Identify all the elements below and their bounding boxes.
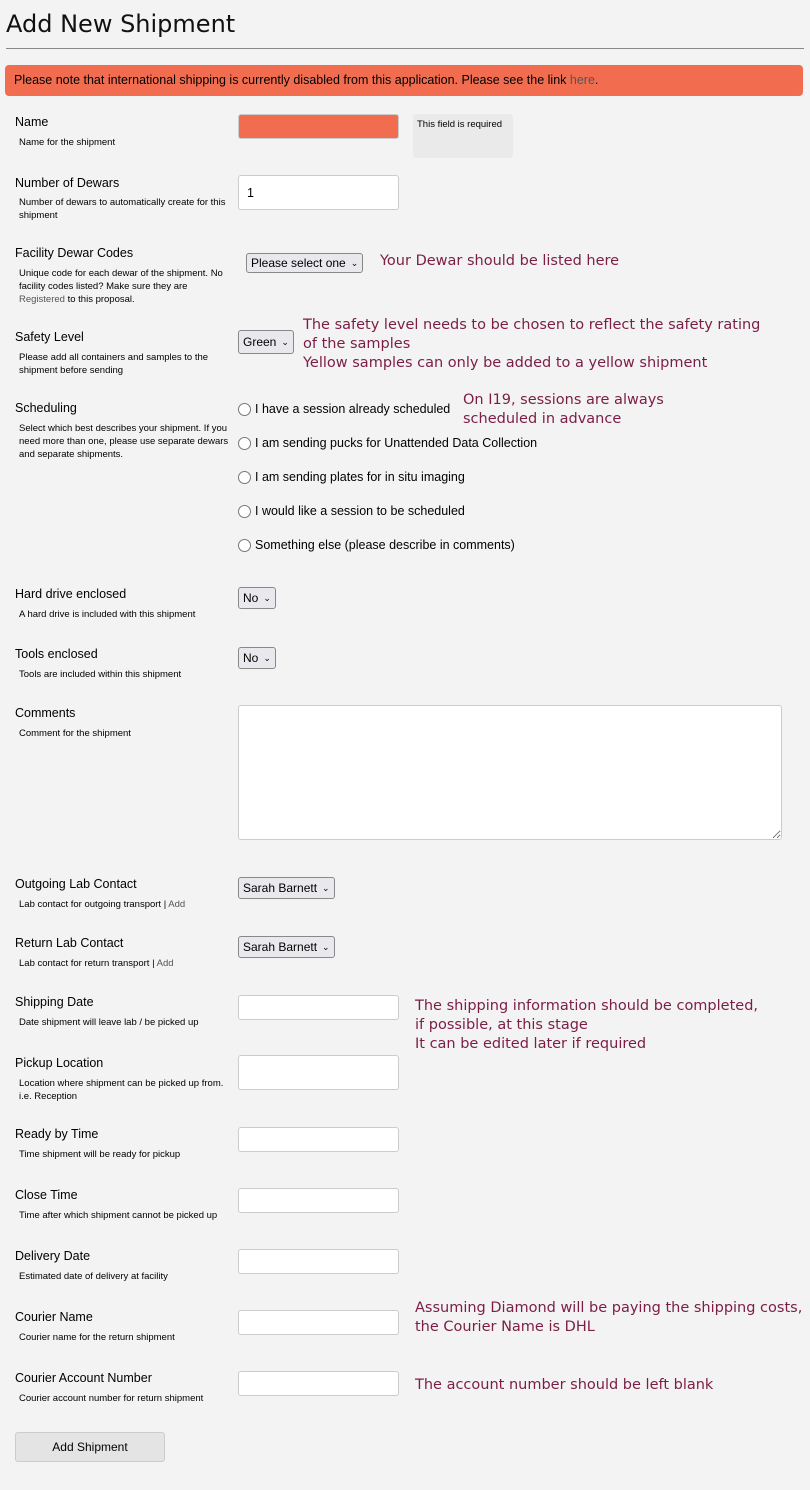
- desc-text: Unique code for each dewar of the shipment. No facility codes listed? Make sure they are: [19, 268, 223, 292]
- desc-text: to this proposal.: [64, 294, 135, 305]
- hard-drive-select[interactable]: [238, 587, 276, 609]
- add-contact-link[interactable]: Add: [168, 899, 186, 910]
- annotation: The account number should be left blank: [415, 1377, 714, 1393]
- safety-select[interactable]: [238, 330, 294, 354]
- description: Comment for the shipment: [19, 728, 131, 739]
- label: Close Time: [15, 1188, 78, 1202]
- error-tooltip: This field is required: [413, 114, 513, 158]
- outgoing-contact-select[interactable]: [238, 877, 335, 899]
- label: Delivery Date: [15, 1249, 91, 1263]
- label: Scheduling: [15, 401, 77, 415]
- notice-text: Please note that international shipping is currently disabled from this application. Please see the link: [14, 73, 570, 87]
- courier-name-input[interactable]: [238, 1310, 399, 1335]
- description: Select which best describes your shipment. If you need more than one, please use separate dewars and separate shipments.: [19, 423, 229, 460]
- dewars-input[interactable]: [238, 175, 399, 210]
- annotation-line: of the samples: [303, 336, 411, 352]
- radio-circle[interactable]: [238, 539, 251, 552]
- label: Outgoing Lab Contact: [15, 877, 137, 891]
- description: Please add all containers and samples to the shipment before sending: [19, 352, 209, 376]
- radio-label: I am sending pucks for Unattended Data Collection: [255, 436, 538, 450]
- description: Date shipment will leave lab / be picked up: [19, 1017, 199, 1028]
- description: Time shipment will be ready for pickup: [19, 1149, 181, 1160]
- label: Ready by Time: [15, 1127, 99, 1141]
- description: Name for the shipment: [19, 137, 116, 148]
- annotation-line: On I19, sessions are always: [463, 392, 664, 408]
- label: Comments: [15, 706, 76, 720]
- page-title: Add New Shipment: [6, 10, 236, 38]
- select-value: Sarah Barnett: [243, 881, 318, 895]
- label: Hard drive enclosed: [15, 587, 127, 601]
- chevron-down-icon: ⌄: [281, 336, 289, 347]
- label: Shipping Date: [15, 995, 94, 1009]
- desc-text: Lab contact for outgoing transport |: [19, 899, 169, 910]
- description: Time after which shipment cannot be picked up: [19, 1210, 218, 1221]
- tools-select[interactable]: [238, 647, 276, 669]
- notice-end: .: [594, 73, 599, 87]
- comments-textarea[interactable]: [238, 705, 782, 840]
- name-input[interactable]: [238, 114, 399, 139]
- annotation: [415, 997, 758, 1054]
- annotation-line: Yellow samples can only be added to a yellow shipment: [303, 355, 708, 371]
- label: Pickup Location: [15, 1056, 104, 1070]
- radio-circle[interactable]: [238, 437, 251, 450]
- select-value: Please select one: [251, 256, 346, 270]
- select-value: Green: [243, 335, 277, 349]
- radio-option[interactable]: [238, 433, 537, 453]
- courier-account-input[interactable]: [238, 1371, 399, 1396]
- description: A hard drive is included with this shipment: [19, 609, 196, 620]
- chevron-down-icon: ⌄: [322, 882, 330, 893]
- notice-banner: [5, 65, 803, 96]
- annotation: [415, 1299, 802, 1337]
- label: Return Lab Contact: [15, 936, 124, 950]
- label: Number of Dewars: [15, 176, 120, 190]
- annotation-line: if possible, at this stage: [415, 1017, 588, 1033]
- chevron-down-icon: ⌄: [263, 652, 271, 663]
- select-value: No: [243, 651, 259, 665]
- radio-option[interactable]: [238, 535, 515, 555]
- close-time-input[interactable]: [238, 1188, 399, 1213]
- label: Facility Dewar Codes: [15, 246, 134, 260]
- add-contact-link[interactable]: Add: [156, 958, 174, 969]
- ready-time-input[interactable]: [238, 1127, 399, 1152]
- return-contact-select[interactable]: [238, 936, 335, 958]
- chevron-down-icon: ⌄: [322, 941, 330, 952]
- label: Courier Account Number: [15, 1371, 152, 1385]
- annotation-line: scheduled in advance: [463, 411, 622, 427]
- description: [19, 898, 229, 911]
- radio-option[interactable]: [238, 399, 450, 419]
- radio-option[interactable]: [238, 467, 465, 487]
- notice-link[interactable]: here: [569, 73, 595, 87]
- annotation: Your Dewar should be listed here: [380, 253, 620, 269]
- radio-option[interactable]: [238, 501, 465, 521]
- radio-circle[interactable]: [238, 403, 251, 416]
- annotation-line: The safety level needs to be chosen to reflect the safety rating: [303, 317, 761, 333]
- radio-label: I would like a session to be scheduled: [255, 504, 465, 518]
- radio-label: Something else (please describe in comments): [255, 538, 515, 552]
- description: [19, 267, 229, 306]
- label: Tools enclosed: [15, 647, 98, 661]
- pickup-location-input[interactable]: [238, 1055, 399, 1090]
- radio-label: I have a session already scheduled: [255, 402, 451, 416]
- select-value: No: [243, 591, 259, 605]
- description: Tools are included within this shipment: [19, 669, 182, 680]
- registered-link[interactable]: Registered: [19, 294, 65, 305]
- description: Estimated date of delivery at facility: [19, 1271, 168, 1282]
- radio-circle[interactable]: [238, 471, 251, 484]
- annotation: [463, 391, 664, 429]
- add-shipment-button[interactable]: Add Shipment: [15, 1432, 165, 1462]
- facility-select[interactable]: [246, 253, 363, 273]
- description: Location where shipment can be picked up from. i.e. Reception: [19, 1078, 224, 1102]
- annotation-line: The shipping information should be completed,: [415, 998, 759, 1014]
- description: [19, 957, 229, 970]
- desc-text: Lab contact for return transport |: [19, 958, 157, 969]
- annotation-line: the Courier Name is DHL: [415, 1319, 595, 1335]
- delivery-date-input[interactable]: [238, 1249, 399, 1274]
- description: Courier name for the return shipment: [19, 1332, 175, 1343]
- description: Courier account number for return shipment: [19, 1393, 204, 1404]
- label: Name: [15, 115, 49, 129]
- chevron-down-icon: ⌄: [263, 592, 271, 603]
- radio-circle[interactable]: [238, 505, 251, 518]
- chevron-down-icon: ⌄: [350, 257, 359, 268]
- radio-label: I am sending plates for in situ imaging: [255, 470, 465, 484]
- description: Number of dewars to automatically create for this shipment: [19, 197, 226, 221]
- label: Safety Level: [15, 330, 84, 344]
- shipping-date-input[interactable]: [238, 995, 399, 1020]
- divider: [6, 48, 804, 49]
- label: Courier Name: [15, 1310, 93, 1324]
- annotation: [303, 316, 760, 373]
- select-value: Sarah Barnett: [243, 940, 318, 954]
- annotation-line: Assuming Diamond will be paying the shipping costs,: [415, 1300, 803, 1316]
- annotation-line: It can be edited later if required: [415, 1036, 647, 1052]
